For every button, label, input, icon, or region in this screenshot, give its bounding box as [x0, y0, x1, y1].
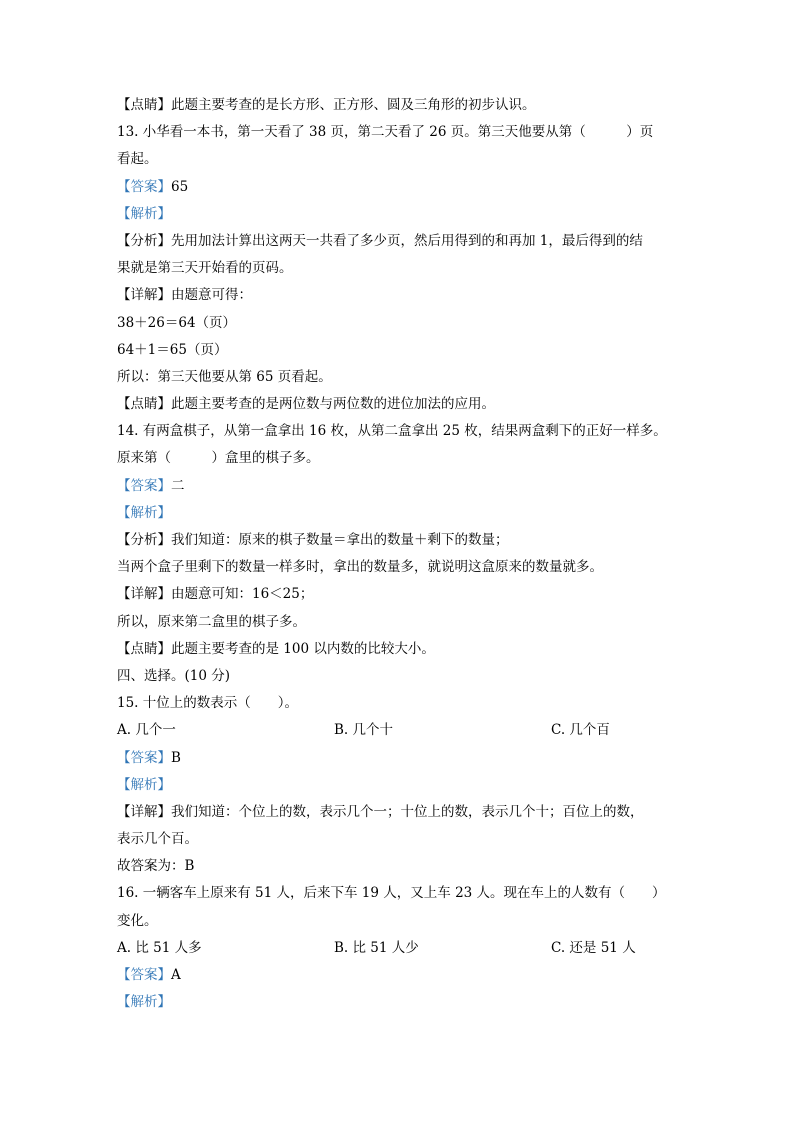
note-line: 【点睛】此题主要考查的是长方形、正方形、圆及三角形的初步认识。: [117, 97, 536, 113]
detail-line: 【详解】由题意可知：16＜25；: [117, 586, 314, 603]
question-14-line-2: 原来第（ ）盒里的棋子多。: [117, 450, 320, 467]
note-line: 【点睛】此题主要考查的是 100 以内数的比较大小。: [117, 640, 435, 657]
option-b: B. 比 51 人少: [334, 939, 419, 956]
analysis-line-1: 【分析】先用加法计算出这两天一共看了多少页，然后用得到的和再加 1，最后得到的结: [117, 232, 643, 249]
analysis-line-2: 当两个盒子里剩下的数量一样多时，拿出的数量多，就说明这盒原来的数量就多。: [117, 559, 603, 576]
answer-15: [117, 745, 677, 772]
calc-line-2: 64＋1＝65（页）: [117, 341, 228, 358]
option-c: C. 还是 51 人: [551, 939, 636, 956]
document-page: [117, 92, 677, 1016]
answer-value: 二: [171, 477, 185, 494]
answer-16: [117, 962, 677, 989]
question-15-options: [117, 717, 677, 744]
detail-line-2: 表示几个百。: [117, 831, 198, 848]
conclusion-line: 故答案为：B: [117, 858, 195, 875]
analysis-tag: 【解析】: [117, 994, 171, 1011]
option-a: A. 几个一: [117, 722, 176, 739]
answer-14: [117, 473, 677, 500]
answer-tag: 【答案】: [117, 967, 171, 983]
analysis-tag: 【解析】: [117, 504, 171, 521]
analysis-tag: 【解析】: [117, 776, 171, 793]
question-13-line-2: 看起。: [117, 151, 158, 168]
analysis-line-2: 果就是第三天开始看的页码。: [117, 260, 293, 277]
answer-value: 65: [171, 178, 189, 195]
question-15: 15. 十位上的数表示（ ）。: [117, 695, 299, 712]
answer-value: A: [171, 967, 181, 983]
detail-line-1: 【详解】我们知道：个位上的数，表示几个一；十位上的数，表示几个十；百位上的数，: [117, 803, 644, 820]
conclusion-line: 所以：第三天他要从第 65 页看起。: [117, 368, 332, 385]
option-c: C. 几个百: [551, 722, 610, 739]
question-13-line-1: 13. 小华看一本书，第一天看了 38 页，第二天看了 26 页。第三天他要从第（ ）页: [117, 124, 654, 141]
option-a: A. 比 51 人多: [117, 939, 202, 956]
answer-13: [117, 174, 677, 201]
answer-tag: 【答案】: [117, 477, 171, 494]
analysis-line-1: 【分析】我们知道：原来的棋子数量＝拿出的数量＋剩下的数量；: [117, 532, 509, 548]
question-16-line-1: 16. 一辆客车上原来有 51 人，后来下车 19 人，又上车 23 人。现在车上的人数有（ ）: [117, 885, 666, 902]
detail-line: 【详解】由题意可得：: [117, 287, 252, 304]
question-16-line-2: 变化。: [117, 912, 158, 929]
answer-value: B: [171, 749, 181, 766]
conclusion-line: 所以，原来第二盒里的棋子多。: [117, 613, 306, 630]
answer-tag: 【答案】: [117, 178, 171, 195]
calc-line-1: 38＋26＝64（页）: [117, 314, 237, 331]
analysis-tag: 【解析】: [117, 205, 171, 222]
question-14-line-1: 14. 有两盒棋子，从第一盒拿出 16 枚，从第二盒拿出 25 枚，结果两盒剩下的正好一样多。: [117, 423, 667, 440]
answer-tag: 【答案】: [117, 749, 171, 766]
note-line: 【点睛】此题主要考查的是两位数与两位数的进位加法的应用。: [117, 396, 495, 413]
section-heading: 四、选择。(10 分): [117, 667, 231, 684]
question-16-options: [117, 935, 677, 962]
option-b: B. 几个十: [334, 722, 394, 739]
